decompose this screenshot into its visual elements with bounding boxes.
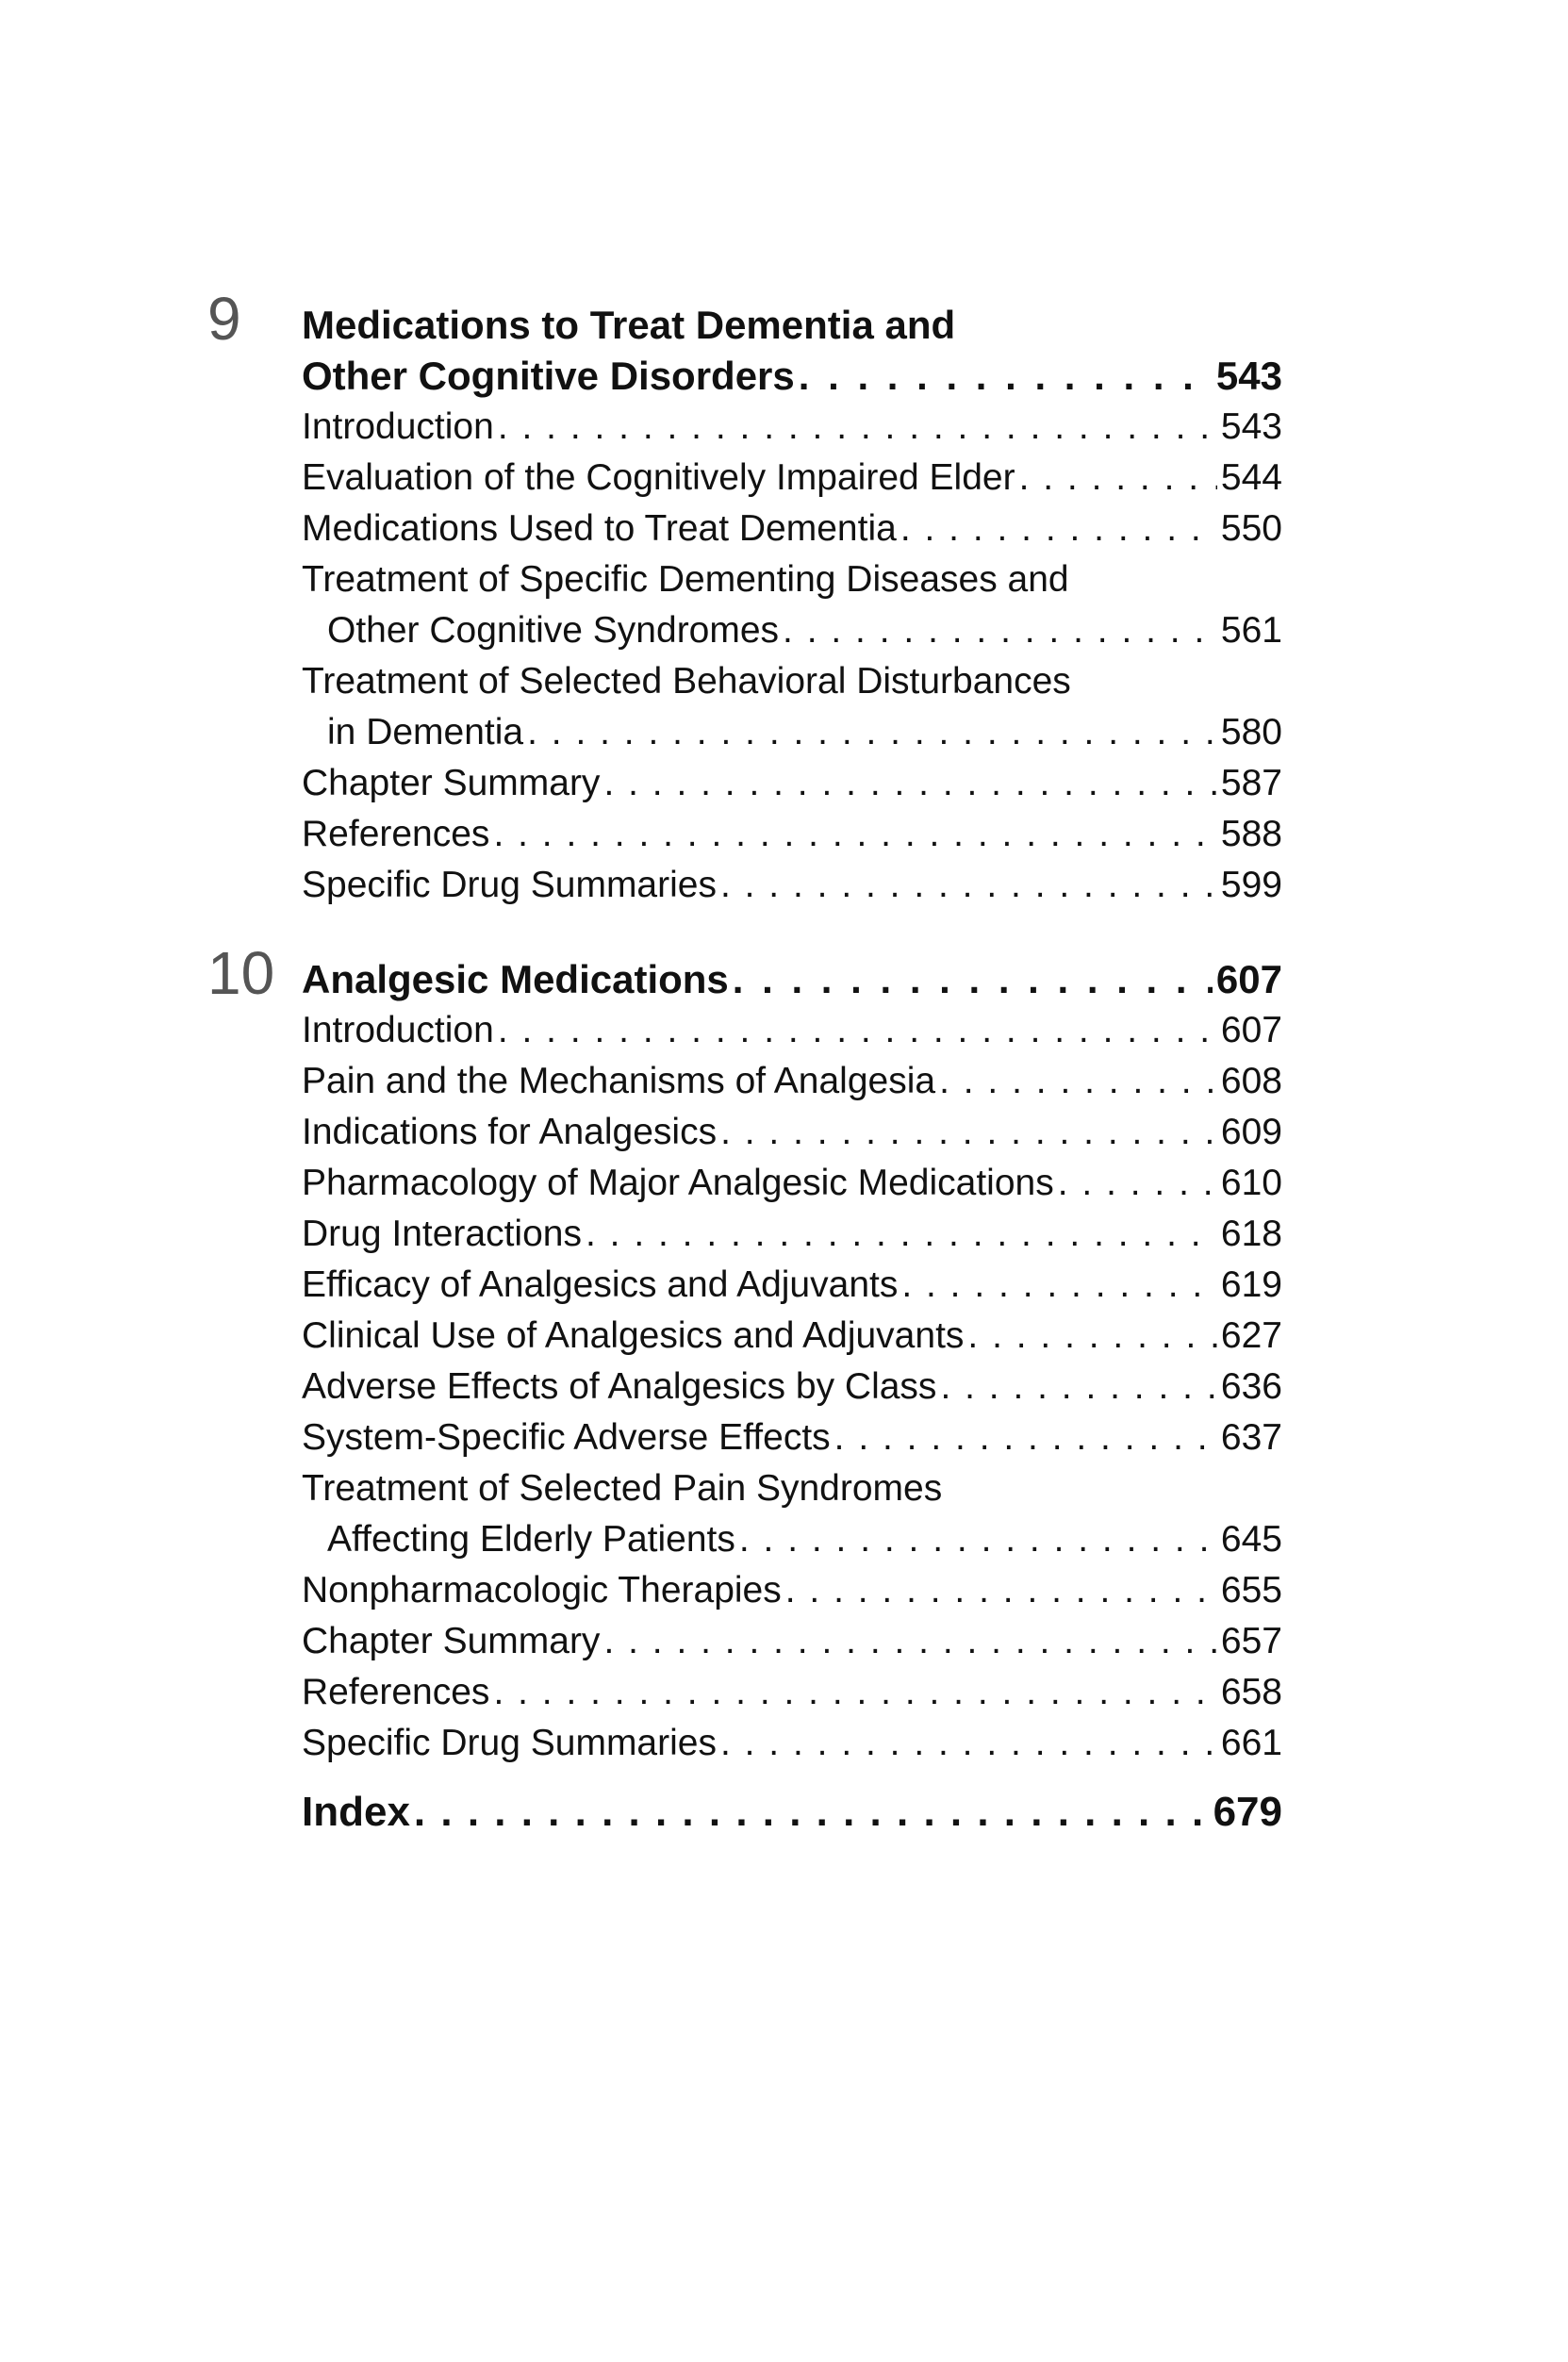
toc-entry[interactable] xyxy=(302,402,1282,453)
toc-entry[interactable] xyxy=(302,1260,1282,1311)
chapter-entries xyxy=(302,300,1282,911)
leader-dots xyxy=(967,1311,1217,1362)
entry-page: 619 xyxy=(1220,1264,1282,1305)
leader-dots xyxy=(900,504,1217,554)
entry-label: Treatment of Specific Dementing Diseases and xyxy=(302,559,1069,600)
leader-dots xyxy=(720,1107,1217,1158)
entry-page: 561 xyxy=(1220,610,1282,651)
toc-entry[interactable] xyxy=(302,1565,1282,1616)
entry-page: 661 xyxy=(1220,1723,1282,1763)
leader-dots xyxy=(493,1667,1216,1718)
entry-page: 543 xyxy=(1220,406,1282,447)
entry-label: Nonpharmacologic Therapies xyxy=(302,1570,782,1610)
entry-label: Specific Drug Summaries xyxy=(302,865,717,905)
entry-label: Introduction xyxy=(302,406,494,447)
toc-entry-continued[interactable] xyxy=(302,656,1282,707)
leader-dots xyxy=(901,1260,1217,1311)
index-row[interactable] xyxy=(302,1787,1282,1838)
toc-entry[interactable] xyxy=(302,1107,1282,1158)
entry-page: 618 xyxy=(1220,1214,1282,1254)
leader-dots xyxy=(720,1718,1217,1769)
chapter-page-number: 543 xyxy=(1215,354,1282,398)
chapter-title-row[interactable] xyxy=(302,351,1282,402)
entry-label: Indications for Analgesics xyxy=(302,1112,718,1152)
leader-dots xyxy=(414,1787,1210,1838)
toc-entry[interactable] xyxy=(302,1311,1282,1362)
entry-page: 550 xyxy=(1220,508,1282,549)
entry-page: 587 xyxy=(1220,763,1282,803)
entry-label: Medications Used to Treat Dementia xyxy=(302,508,897,549)
leader-dots xyxy=(733,954,1213,1005)
entry-label: References xyxy=(302,814,490,854)
leader-dots xyxy=(586,1209,1217,1260)
index-entry xyxy=(302,1787,1282,1838)
entry-label: Other Cognitive Syndromes xyxy=(327,610,780,651)
leader-dots xyxy=(498,402,1217,453)
entry-page: 658 xyxy=(1220,1672,1282,1712)
toc-entry[interactable] xyxy=(302,1056,1282,1107)
leader-dots xyxy=(1019,453,1217,504)
toc-entry[interactable] xyxy=(302,453,1282,504)
toc-entry[interactable] xyxy=(302,860,1282,911)
chapter-title-line2: Other Cognitive Disorders xyxy=(302,354,795,398)
chapter-title-line1: Analgesic Medications xyxy=(302,957,729,1001)
index-page: 679 xyxy=(1213,1789,1282,1835)
chapter-page-number: 607 xyxy=(1215,957,1282,1001)
entry-label: Pain and the Mechanisms of Analgesia xyxy=(302,1061,936,1101)
entry-page: 580 xyxy=(1220,712,1282,752)
entry-label: Evaluation of the Cognitively Impaired Elder xyxy=(302,457,1015,498)
leader-dots xyxy=(527,707,1217,758)
entry-label: Treatment of Selected Behavioral Disturbances xyxy=(302,661,1071,702)
entry-page: 627 xyxy=(1220,1315,1282,1356)
entry-label: Specific Drug Summaries xyxy=(302,1723,717,1763)
entry-page: 655 xyxy=(1220,1570,1282,1610)
leader-dots xyxy=(603,1616,1216,1667)
entry-label: in Dementia xyxy=(327,712,524,752)
leader-dots xyxy=(720,860,1217,911)
entry-page: 645 xyxy=(1220,1519,1282,1560)
toc-entry[interactable] xyxy=(302,1718,1282,1769)
toc-entry[interactable] xyxy=(302,809,1282,860)
toc-entry-continued[interactable] xyxy=(302,554,1282,605)
toc-entry[interactable] xyxy=(302,605,1282,656)
toc-entry[interactable] xyxy=(302,1158,1282,1209)
toc-entry[interactable] xyxy=(302,1616,1282,1667)
index-label: Index xyxy=(302,1789,410,1835)
entry-page: 636 xyxy=(1220,1366,1282,1407)
leader-dots xyxy=(498,1005,1217,1056)
toc-entry[interactable] xyxy=(302,1362,1282,1412)
leader-dots xyxy=(799,351,1213,402)
chapter-number: 10 xyxy=(207,939,275,1007)
toc-entry[interactable] xyxy=(302,1209,1282,1260)
toc-entry[interactable] xyxy=(302,504,1282,554)
leader-dots xyxy=(939,1056,1217,1107)
entry-label: References xyxy=(302,1672,490,1712)
chapter-title[interactable] xyxy=(302,300,1282,351)
chapter-title-line1: Medications to Treat Dementia and xyxy=(302,303,956,347)
entry-label: Treatment of Selected Pain Syndromes xyxy=(302,1468,943,1509)
toc-entry[interactable] xyxy=(302,758,1282,809)
leader-dots xyxy=(1058,1158,1217,1209)
toc-entry[interactable] xyxy=(302,1412,1282,1463)
entry-page: 610 xyxy=(1220,1163,1282,1203)
entry-page: 657 xyxy=(1220,1621,1282,1661)
leader-dots xyxy=(940,1362,1216,1412)
chapter-entries xyxy=(302,954,1282,1769)
entry-label: System-Specific Adverse Effects xyxy=(302,1417,831,1458)
entry-label: Chapter Summary xyxy=(302,1621,601,1661)
entry-page: 599 xyxy=(1220,865,1282,905)
chapter-title-row[interactable] xyxy=(302,954,1282,1005)
entry-label: Affecting Elderly Patients xyxy=(327,1519,735,1560)
toc-entry[interactable] xyxy=(302,1514,1282,1565)
entry-page: 609 xyxy=(1220,1112,1282,1152)
toc-entry[interactable] xyxy=(302,1005,1282,1056)
leader-dots xyxy=(739,1514,1217,1565)
toc-entry[interactable] xyxy=(302,707,1282,758)
entry-page: 637 xyxy=(1220,1417,1282,1458)
entry-label: Chapter Summary xyxy=(302,763,601,803)
entry-label: Drug Interactions xyxy=(302,1214,582,1254)
leader-dots xyxy=(785,1565,1217,1616)
toc-entry[interactable] xyxy=(302,1667,1282,1718)
chapter-number: 9 xyxy=(207,285,241,353)
toc-entry-continued[interactable] xyxy=(302,1463,1282,1514)
entry-label: Introduction xyxy=(302,1010,494,1050)
leader-dots xyxy=(783,605,1217,656)
leader-dots xyxy=(603,758,1216,809)
entry-label: Clinical Use of Analgesics and Adjuvants xyxy=(302,1315,965,1356)
entry-page: 608 xyxy=(1220,1061,1282,1101)
entry-label: Pharmacology of Major Analgesic Medications xyxy=(302,1163,1054,1203)
leader-dots xyxy=(493,809,1216,860)
entry-page: 544 xyxy=(1220,457,1282,498)
entry-page: 607 xyxy=(1220,1010,1282,1050)
entry-label: Efficacy of Analgesics and Adjuvants xyxy=(302,1264,899,1305)
entry-label: Adverse Effects of Analgesics by Class xyxy=(302,1366,937,1407)
entry-page: 588 xyxy=(1220,814,1282,854)
leader-dots xyxy=(834,1412,1217,1463)
